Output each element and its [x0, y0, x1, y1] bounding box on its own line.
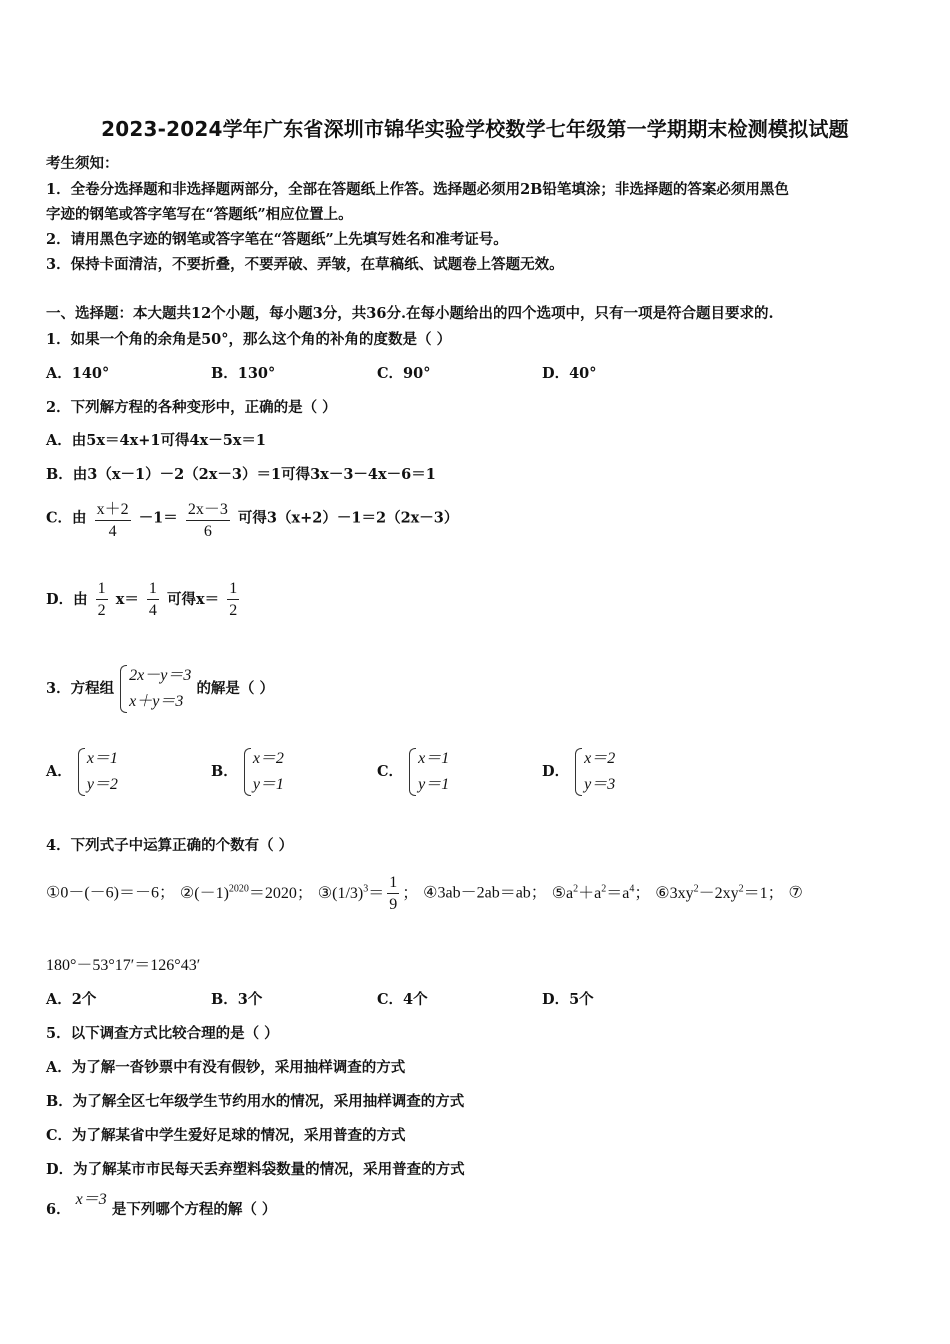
question-4-stem: 4．下列式子中运算正确的个数有（ ）: [46, 837, 294, 854]
q5-option-a: A．为了解一沓钞票中有没有假钞，采用抽样调查的方式: [46, 1059, 406, 1076]
q2-option-c: [46, 496, 458, 541]
q2-option-d: [46, 580, 242, 620]
notice-item-2: 2．请用黑色字迹的钢笔或答字笔在“答题纸”上先填写姓名和准考证号。: [46, 231, 508, 248]
notice-item-3: 3．保持卡面清洁，不要折叠，不要弄破、弄皱，在草稿纸、试题卷上答题无效。: [46, 256, 564, 273]
q3-prefix: 3．方程组: [46, 680, 115, 697]
q4-option-d: D．5个: [542, 991, 594, 1008]
q6-text: 是下列哪个方程的解（ ）: [111, 1201, 277, 1218]
q5-option-d: D．为了解某市市民每天丢弃塑料袋数量的情况，采用普查的方式: [46, 1161, 465, 1178]
notice-item-1b: 字迹的钢笔或答字笔写在“答题纸”相应位置上。: [46, 206, 353, 223]
q2-c-suffix: 可得3（x+2）－1＝2（2x－3）: [237, 509, 459, 527]
question-6-stem: [46, 1191, 277, 1219]
q2-d-fraction-3: $\frac{1}{2}$: [229, 580, 238, 619]
q4-option-b: B．3个: [211, 991, 263, 1008]
q2-d-fraction-2: $\frac{1}{4}$: [148, 580, 157, 619]
q2-c-prefix: C．由: [46, 509, 87, 527]
q4-expr-6: $⑥3xy^2-2xy^2=1$；: [655, 883, 784, 902]
q2-d-prefix: D．由: [46, 591, 88, 608]
q4-expressions: [46, 874, 803, 914]
q4-expr-5: $⑤a^2+a^2=a^4$；: [551, 883, 651, 902]
q4-expr-4: ④3ab－2ab＝ab；: [423, 884, 547, 902]
q1-option-a: A．140°: [46, 365, 110, 382]
q1-option-d: D．40°: [542, 365, 597, 382]
question-1-stem: 1．如果一个角的余角是50°，那么这个角的补角的度数是（ ）: [46, 331, 452, 348]
q3-option-d: D． x＝2 y＝3: [542, 746, 615, 798]
section-heading: 一、选择题：本大题共12个小题，每小题3分，共36分.在每小题给出的四个选项中，只有一项是符合题目要求的.: [46, 305, 774, 322]
q4-expr-1: ①0－(－6)＝－6；: [46, 884, 176, 902]
q3-equation-system: 2x－y＝3 x＋y＝3: [119, 663, 191, 715]
q2-c-fraction-2: $\frac{2x-3}{6}$: [186, 496, 230, 541]
q4-expr-7-marker: ⑦: [788, 884, 803, 902]
q4-option-c: C．4个: [377, 991, 428, 1008]
q3-option-a: A． x＝1 y＝2: [46, 746, 118, 798]
q4-expr-3: $③(1/3)^3=$ $\frac{1}{9}$ ；: [317, 874, 419, 913]
q2-option-b: B．由3（x－1）－2（2x－3）＝1可得3x－3－4x－6＝1: [46, 466, 436, 483]
page-title: 2023-2024学年广东省深圳市锦华实验学校数学七年级第一学期期末检测模拟试题: [101, 117, 849, 141]
q5-option-b: B．为了解全区七年级学生节约用水的情况，采用抽样调查的方式: [46, 1093, 465, 1110]
q3-suffix: 的解是（ ）: [196, 680, 274, 697]
question-5-stem: 5．以下调查方式比较合理的是（ ）: [46, 1025, 279, 1042]
q4-expr-7: 180°－53°17′＝126°43′: [46, 957, 201, 974]
q4-expr-2: $②(-1)^{2020}=2020$；: [179, 883, 313, 902]
q2-c-fraction-1: $\frac{x+2}{4}$: [95, 496, 131, 541]
q2-d-middle-1: x＝: [115, 591, 139, 608]
q5-option-c: C．为了解某省中学生爱好足球的情况，采用普查的方式: [46, 1127, 406, 1144]
q2-c-middle: －1＝: [138, 509, 178, 527]
q2-d-fraction-1: $\frac{1}{2}$: [97, 580, 106, 619]
q3-option-c: C． x＝1 y＝1: [377, 746, 449, 798]
notice-heading: 考生须知：: [46, 155, 119, 172]
notice-item-1a: 1．全卷分选择题和非选择题两部分，全部在答题纸上作答。选择题必须用2B铅笔填涂；非选择题的答案必须用黑色: [46, 181, 789, 198]
q3-option-b: B． x＝2 y＝1: [211, 746, 284, 798]
q2-d-middle-2: 可得x＝: [166, 591, 220, 608]
question-2-stem: 2．下列解方程的各种变形中，正确的是（ ）: [46, 399, 337, 416]
q4-option-a: A．2个: [46, 991, 97, 1008]
q1-option-c: C．90°: [377, 365, 431, 382]
q2-option-a: A．由5x＝4x+1可得4x－5x＝1: [46, 432, 267, 449]
q6-expression: x＝3: [75, 1191, 107, 1208]
q1-option-b: B．130°: [211, 365, 276, 382]
q6-number: 6．: [46, 1201, 71, 1218]
question-3-stem: [46, 663, 274, 715]
